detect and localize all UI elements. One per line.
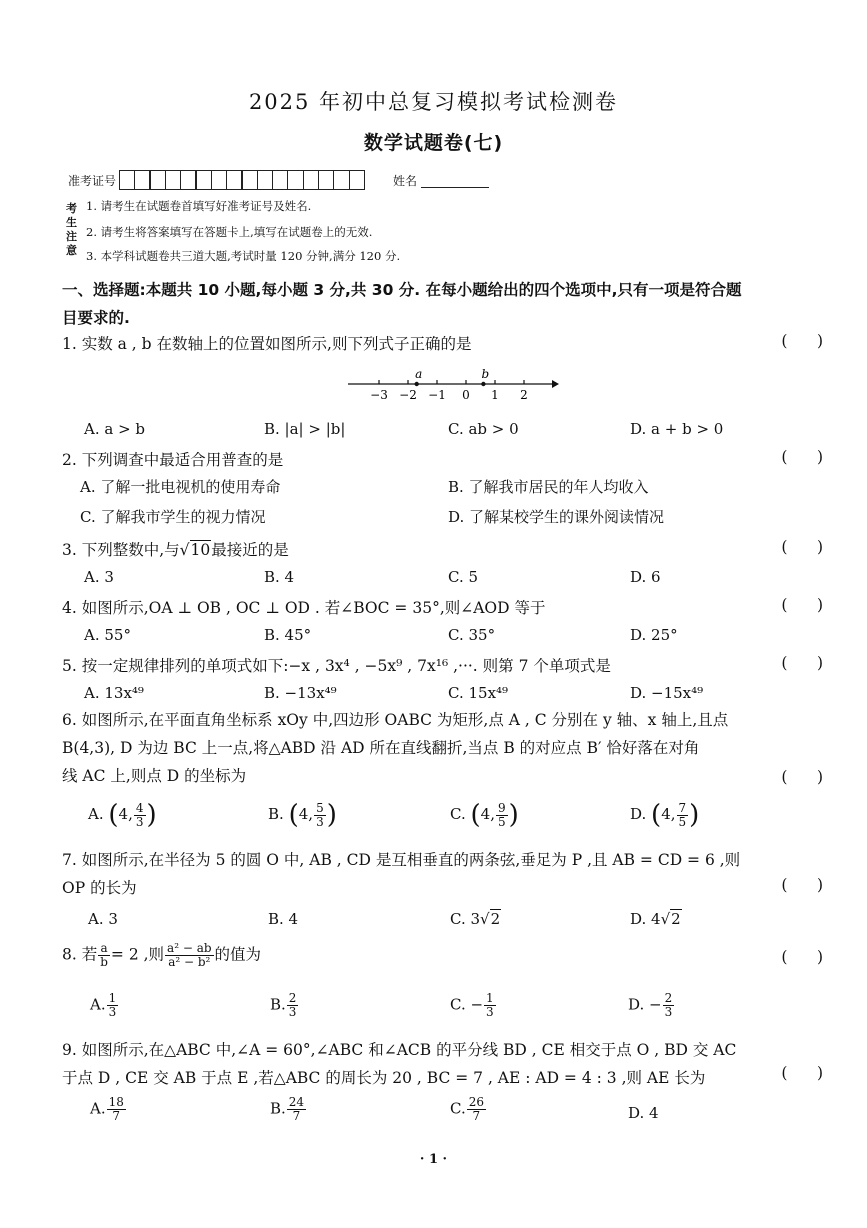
number-line-point-a [415,382,419,386]
id-digit-box[interactable] [165,170,182,190]
id-boxes[interactable] [120,170,365,190]
sqrt-sign: √ [660,910,671,928]
q3-option-d[interactable]: D. 6 [630,568,661,586]
q1-option-c[interactable]: C. ab > 0 [448,420,519,438]
name-field[interactable] [421,173,489,188]
q6-line-3: 线 AC 上,则点 D 的坐标为 [62,767,247,785]
id-digit-box[interactable] [287,170,304,190]
q8-option-d[interactable] [628,992,675,1019]
number-line-tick-label: 1 [491,388,499,402]
q7-c-radicand: 2 [490,910,501,928]
id-digit-box[interactable] [318,170,335,190]
q1-option-d[interactable]: D. a + b > 0 [630,420,724,438]
number-line-tick-label: 2 [520,388,528,402]
question-5-stem: 5. 按一定规律排列的单项式如下:−x , 3x⁴ , −5x⁹ , 7x¹⁶ ,···. 则第 7 个单项式是 [62,657,611,675]
right-paren: ) [146,800,157,830]
q8-option-b[interactable] [270,992,299,1019]
note-2: 2. 请考生将答案填写在答题卡上,填写在试题卷上的无效. [86,225,373,239]
number-line-tick-label: −1 [428,388,446,402]
id-digit-box[interactable] [119,170,136,190]
section-heading-line-1: 一、选择题:本题共 10 小题,每小题 3 分,共 30 分. 在每小题给出的四个选项中,只有一项是符合题 [62,281,742,299]
q6-d-frac: $\frac{7}{5}$ [678,800,687,829]
q6-b-x: 4 [298,805,309,823]
number-line-tick-label: −2 [399,388,417,402]
right-paren: ) [508,800,519,830]
q8-post: 的值为 [214,945,262,964]
section-heading [62,276,832,332]
q9-c-frac: $\frac{26}{7}$ [468,1095,484,1123]
q7-line-1: 7. 如图所示,在半径为 5 的圆 O 中, AB , CD 是互相垂直的两条弦,垂足为 P ,且 AB = CD = 6 ,则 [62,851,741,869]
q5-option-a[interactable]: A. 13x⁴⁹ [84,684,144,702]
answer-bracket-4: ( ) [781,596,823,614]
question-3-stem [62,538,832,560]
sqrt-sign: √ [480,910,490,928]
q9-a-label: A. [90,1099,106,1118]
candidate-id-row [68,168,489,192]
name-label: 姓名 [393,173,418,188]
id-digit-box[interactable] [272,170,289,190]
q8-d-frac: $\frac{2}{3}$ [664,991,673,1019]
q8-a-label: A. [90,995,106,1014]
q6-d-x: 4 [661,805,671,823]
answer-bracket-3: ( ) [781,538,823,556]
q7-option-d[interactable] [630,910,682,928]
q2-option-a[interactable]: A. 了解一批电视机的使用寿命 [80,478,281,496]
q7-d-coef: D. 4 [630,910,661,928]
section-heading-line-2: 目要求的. [62,309,130,327]
answer-bracket-8: ( ) [781,948,823,966]
left-paren: ( [470,800,481,830]
q3-option-b[interactable]: B. 4 [264,568,295,586]
q8-c-label: C. − [450,995,484,1014]
q4-option-c[interactable]: C. 35° [448,626,496,644]
number-line-point-label-b: b [481,367,490,381]
q8-c-frac: $\frac{1}{3}$ [486,991,494,1019]
q9-option-b[interactable] [270,1096,307,1123]
q5-option-b[interactable]: B. −13x⁴⁹ [264,684,337,702]
question-1-stem: 1. 实数 a , b 在数轴上的位置如图所示,则下列式子正确的是 [62,335,472,353]
q8-d-label: D. − [628,995,662,1014]
q9-option-c[interactable] [450,1096,487,1123]
q9-option-a[interactable] [90,1096,127,1123]
q6-option-b[interactable]: B. (4, $\frac{5}{3}$ ) [268,800,337,830]
right-paren: ) [326,800,337,830]
q6-b-frac: $\frac{5}{3}$ [316,800,324,829]
question-2-stem: 2. 下列调查中最适合用普查的是 [62,451,284,469]
id-digit-box[interactable] [195,170,212,190]
q8-a-frac: $\frac{1}{3}$ [108,991,117,1019]
notes-side-label: 考生注意 [66,202,77,257]
q7-option-c[interactable] [450,910,501,928]
q6-option-a[interactable]: A. (4, $\frac{4}{3}$ ) [88,800,157,830]
id-digit-box[interactable] [180,170,197,190]
q3-stem-post: 最接近的是 [211,541,289,559]
id-digit-box[interactable] [333,170,350,190]
id-digit-box[interactable] [211,170,228,190]
q5-option-d[interactable]: D. −15x⁴⁹ [630,684,704,702]
q4-option-d[interactable]: D. 25° [630,626,678,644]
question-4-stem: 4. 如图所示,OA ⊥ OB , OC ⊥ OD . 若∠BOC = 35°,则∠AOD 等于 [62,599,546,617]
answer-bracket-6: ( ) [781,768,823,786]
q8-frac-1: $\frac{a}{b}$ [100,941,108,969]
answer-bracket-7: ( ) [781,876,823,894]
page-number: · 1 · [419,1152,448,1167]
q5-option-c[interactable]: C. 15x⁴⁹ [448,684,509,702]
q9-option-d[interactable]: D. 4 [628,1104,659,1122]
answer-bracket-5: ( ) [781,654,823,672]
id-digit-box[interactable] [257,170,274,190]
q3-option-c[interactable]: C. 5 [448,568,479,586]
number-line-point-b [481,382,485,386]
q6-d-label: D. [630,805,647,823]
q2-option-d[interactable]: D. 了解某校学生的课外阅读情况 [448,508,665,526]
id-digit-box[interactable] [349,170,366,190]
number-line-tick-label: −3 [370,388,388,402]
number-line-point-label-a: a [415,367,423,381]
q6-c-frac: $\frac{9}{5}$ [497,800,506,829]
answer-bracket-9: ( ) [781,1064,823,1082]
q8-b-label: B. [270,995,286,1014]
q6-option-d[interactable]: D. (4, $\frac{7}{5}$ ) [630,800,700,830]
q2-option-c[interactable]: C. 了解我市学生的视力情况 [80,508,266,526]
q6-a-label: A. [88,805,104,823]
q7-c-coef: C. 3 [450,910,481,928]
id-digit-box[interactable] [241,170,258,190]
q8-frac-2: $\frac{\text{a² − ab}}{\text{a² − b²}}$ [167,941,212,969]
q8-pre: 8. 若 [62,945,98,964]
q6-c-label: C. [450,805,466,823]
id-digit-box[interactable] [303,170,320,190]
note-1: 1. 请考生在试题卷首填写好准考证号及姓名. [86,199,312,213]
q1-option-b[interactable]: B. |a| > |b| [264,420,346,438]
q3-option-a[interactable]: A. 3 [84,568,114,586]
q8-mid: = 2 ,则 [110,945,165,964]
q6-a-frac: $\frac{4}{3}$ [135,800,144,829]
question-7-stem [62,846,832,902]
q6-line-2: B(4,3), D 为边 BC 上一点,将△ABD 沿 AD 所在直线翻折,当点 B 的对应点 B′ 恰好落在对角 [62,739,700,757]
q6-a-x: 4 [118,805,129,823]
answer-bracket-2: ( ) [781,448,823,466]
note-3: 3. 本学科试题卷共三道大题,考试时量 120 分钟,满分 120 分. [86,249,401,263]
q7-line-2: OP 的长为 [62,879,137,897]
q6-b-label: B. [268,805,284,823]
id-digit-box[interactable] [134,170,151,190]
q7-d-radicand: 2 [671,910,681,928]
q9-b-label: B. [270,1099,286,1118]
left-paren: ( [108,800,119,830]
q9-b-frac: $\frac{24}{7}$ [288,1095,305,1123]
q6-c-x: 4 [480,805,491,823]
id-digit-box[interactable] [226,170,243,190]
q6-option-c[interactable]: C. (4, $\frac{9}{5}$ ) [450,800,519,830]
exam-title: 2025 年初中总复习模拟考试检测卷 [248,90,619,114]
q7-option-b[interactable]: B. 4 [268,910,299,928]
q3-radicand: 10 [190,541,211,559]
number-line [348,364,560,404]
sqrt-sign: √ [179,541,190,559]
q9-line-2: 于点 D , CE 交 AB 于点 E ,若△ABC 的周长为 20 , BC = 7 , AE : AD = 4 : 3 ,则 AE 长为 [62,1069,706,1087]
q6-line-1: 6. 如图所示,在平面直角坐标系 xOy 中,四边形 OABC 为矩形,点 A , C 分别在 y 轴、x 轴上,且点 [62,711,729,729]
question-6-stem [62,706,832,790]
q9-a-frac: $\frac{18}{7}$ [108,1095,124,1123]
q2-option-b[interactable]: B. 了解我市居民的年人均收入 [448,478,649,496]
question-9-stem [62,1036,832,1092]
left-paren: ( [651,800,662,830]
number-line-arrow [552,380,559,388]
id-digit-box[interactable] [149,170,166,190]
question-8-stem [62,942,832,969]
q8-option-c[interactable] [450,992,497,1019]
q4-option-a[interactable]: A. 55° [84,626,131,644]
q1-option-a[interactable]: A. a > b [84,420,146,438]
paper-subtitle: 数学试题卷(七) [363,132,504,154]
q8-option-a[interactable] [90,992,119,1019]
id-label: 准考证号 [68,173,117,188]
answer-bracket-1: ( ) [781,332,823,350]
number-line-tick-label: 0 [462,388,470,402]
q8-b-frac: $\frac{2}{3}$ [288,991,297,1019]
left-paren: ( [288,800,299,830]
q4-option-b[interactable]: B. 45° [264,626,312,644]
right-paren: ) [689,800,700,830]
q7-option-a[interactable]: A. 3 [88,910,118,928]
q9-c-label: C. [450,1099,466,1118]
q9-line-1: 9. 如图所示,在△ABC 中,∠A = 60°,∠ABC 和∠ACB 的平分线 BD , CE 相交于点 O , BD 交 AC [62,1041,737,1059]
q3-stem-pre: 3. 下列整数中,与 [62,541,180,559]
